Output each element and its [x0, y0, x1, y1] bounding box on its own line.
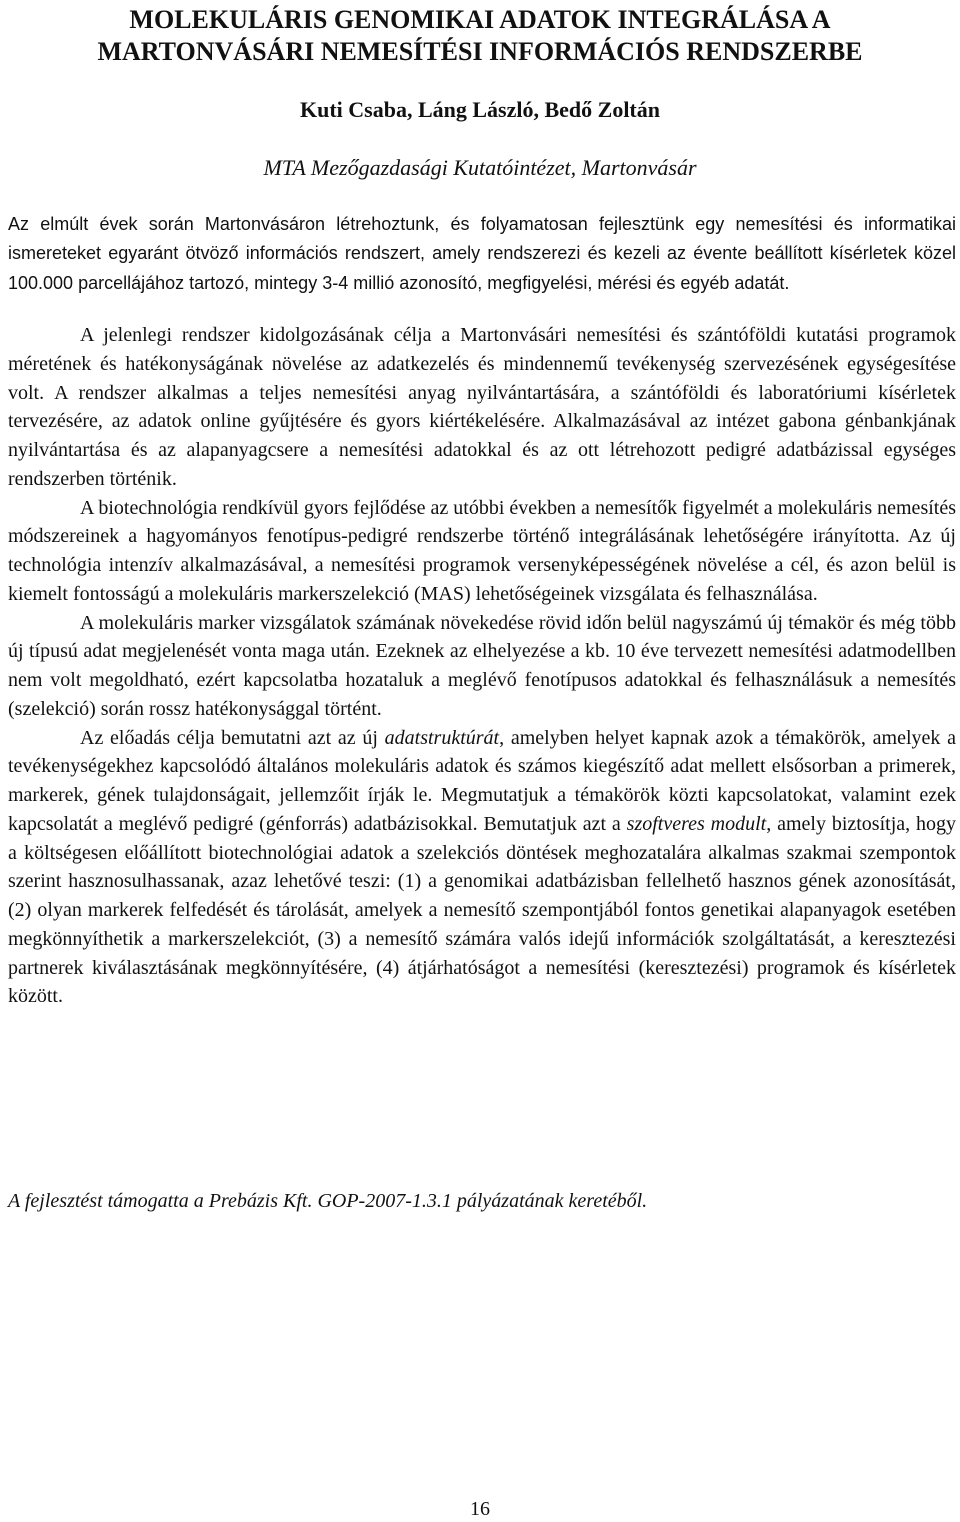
abstract [8, 210, 956, 298]
emphasis-data-structure: adatstruktúrát [384, 726, 500, 749]
paragraph-3: A molekuláris marker vizsgálatok számának növekedése rövid időn belül nagyszámú új témakör és még több új típusú adat megjelenését vonta maga után. Ezeknek az elhelyezése a kb. 10 éve tervezett nemesítési adatmodellben nem volt megoldható, ezért kapcsolatba hozataluk a meglévő fenotípusos adatokkal és felhasználásuk a nemesítés (szelekció) során rossz hatékonysággal történt. [8, 611, 956, 720]
affiliation: MTA Mezőgazdasági Kutatóintézet, Martonvásár [263, 155, 697, 180]
abstract-text: Az elmúlt évek során Martonvásáron létrehoztunk, és folyamatosan fejlesztünk egy nemesítési és informatikai ismereteket egyaránt ötvöző információs rendszert, amely rendszerezi és kezeli az évente beállított kísérletek közel 100.000 parcellájához tartozó, mintegy 3-4 millió azonosító, megfigyelési, mérési és egyéb adatát. [8, 214, 956, 293]
page-number: 16 [470, 1498, 490, 1520]
paragraph-4-part-a: Az előadás célja bemutatni azt az új [80, 726, 385, 749]
paragraph-1: A jelenlegi rendszer kidolgozásának célja a Martonvásári nemesítési és szántóföldi kutatási programok méretének és hatékonyságának növelése az adatkezelés és mindennemű tevékenység szervezésének egységesítése volt. A rendszer alkalmas a teljes nemesítési anyag nyilvántartására, a szántóföldi és laboratóriumi kísérletek tervezésére, az adatok online gyűjtésére és gyors kiértékelésére. Alkalmazásával az intézet gabona génbankjának nyilvántartása és az alapanyagcsere a nemesítési adatokkal és az ott létrehozott pedigré adatbázissal egységes rendszerben történik. [8, 324, 956, 490]
funding-note: A fejlesztést támogatta a Prebázis Kft. GOP-2007-1.3.1 pályázatának keretéből. [8, 1190, 648, 1212]
title-line-2: MARTONVÁSÁRI NEMESÍTÉSI INFORMÁCIÓS RENDSZERBE [97, 37, 863, 66]
paragraph-4-part-e: , amely biztosítja, hogy a költségesen előállított biotechnológiai adatok a szelekciós döntések meghozatalára alkalmas szakmai szempontok szerint hasznosulhassanak, azaz lehetővé teszi: (1) a genomikai adatbázisban fellelhető hasznos gének azonosítását, (2) olyan markerek felfedését és tárolását, amelyek a nemesítő szempontjából fontos genetikai alapanyagok esetében megkönnyíthetik a markerszelekciót, (3) a nemesítő számára valós idejű információk szolgáltatását, a keresztezési partnerek kiválasztásának megkönnyítésére, (4) átjárhatóságot a nemesítési (keresztezési) programok és kísérletek között. [8, 812, 957, 1008]
body-text [8, 321, 956, 1011]
paragraph-4-part-c: , amelyben helyet kapnak azok a témakörök, amelyek a tevékenységekhez kapcsolódó általános molekuláris adatok és számos kiegészítő adat mellett elsősorban a primerek, markerek, gének tulajdonságait, jellemzőit írják le. Megmutatjuk a témakörök közti kapcsolatokat, valamint ezek kapcsolatát a meglévő pedigré (génforrás) adatbázisokkal. Bemutatjuk azt a [8, 726, 956, 835]
emphasis-software-module: szoftveres modult [626, 812, 767, 835]
paragraph-4 [8, 724, 956, 1012]
title-line-1: MOLEKULÁRIS GENOMIKAI ADATOK INTEGRÁLÁSA A [129, 5, 831, 34]
paper-title [0, 4, 960, 68]
paragraph-2: A biotechnológia rendkívül gyors fejlődése az utóbbi években a nemesítők figyelmét a molekuláris nemesítés módszereinek a hagyományos fenotípus-pedigré rendszerbe történő integrálásának lehetőségére irányította. Az új technológia intenzív alkalmazásával, a nemesítési programok versenyképességének növelése a cél, és azon belül is kiemelt fontosságú a molekuláris markerszelekció (MAS) lehetőségeinek vizsgálata és felhasználása. [8, 496, 956, 605]
author-list: Kuti Csaba, Láng László, Bedő Zoltán [299, 97, 660, 122]
